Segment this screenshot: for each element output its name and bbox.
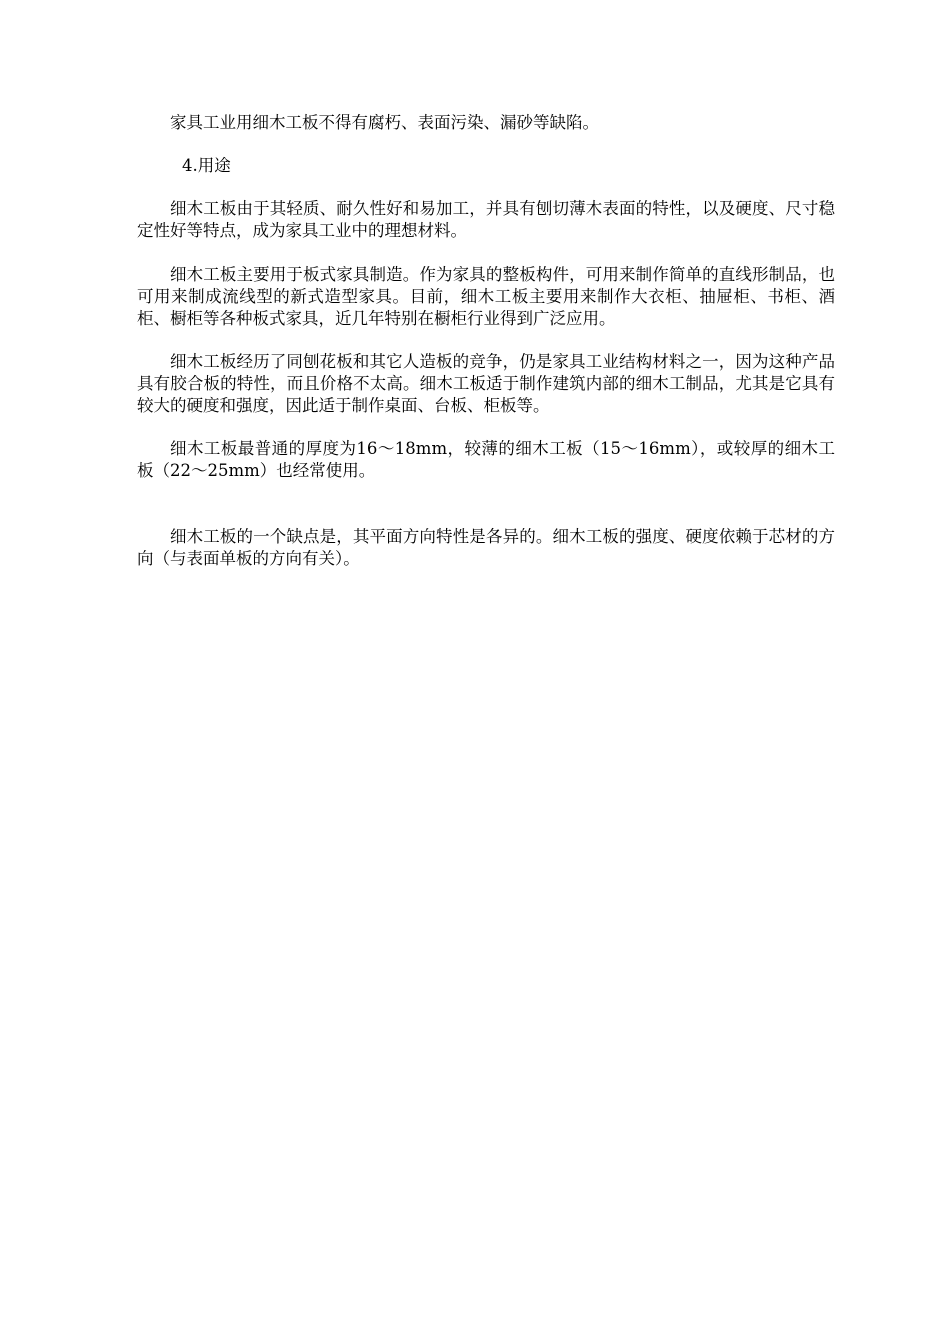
paragraph-properties: 细木工板由于其轻质、耐久性好和易加工，并具有刨切薄木表面的特性，以及硬度、尺寸稳定性好等特点，成为家具工业中的理想材料。 — [137, 199, 835, 240]
paragraph-furniture-use: 细木工板主要用于板式家具制造。作为家具的整板构件，可用来制作简单的直线形制品，也可用来制成流线型的新式造型家具。目前，细木工板主要用来制作大衣柜、抽屉柜、书柜、酒柜、橱柜等各种板式家具，近几年特别在橱柜行业得到广泛应用。 — [137, 265, 835, 328]
paragraph-thickness: 细木工板最普通的厚度为16～18mm，较薄的细木工板（15～16mm），或较厚的细木工板（22～25mm）也经常使用。 — [137, 439, 835, 480]
paragraph-defects: 家具工业用细木工板不得有腐朽、表面污染、漏砂等缺陷。 — [170, 113, 599, 132]
document-body — [137, 112, 835, 570]
paragraph-drawback: 细木工板的一个缺点是，其平面方向特性是各异的。细木工板的强度、硬度依赖于芯材的方向（与表面单板的方向有关）。 — [137, 527, 835, 568]
section-heading-uses: 4.用途 — [182, 156, 231, 175]
paragraph-competition: 细木工板经历了同刨花板和其它人造板的竞争，仍是家具工业结构材料之一，因为这种产品具有胶合板的特性，而且价格不太高。细木工板适于制作建筑内部的细木工制品，尤其是它具有较大的硬度和强度，因此适于制作桌面、台板、柜板等。 — [137, 352, 835, 415]
